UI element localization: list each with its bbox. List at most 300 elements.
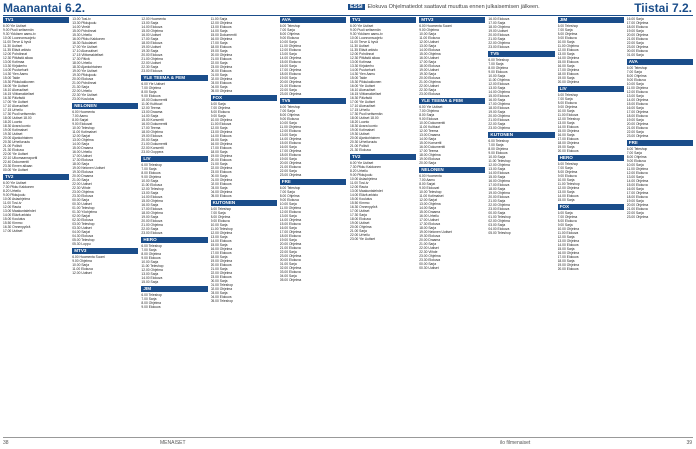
program-entry: 21.00 Sarja xyxy=(350,229,367,233)
program-entry: 13.00 Ohjelma xyxy=(210,130,233,134)
program-entry: 8.00 Elokuva xyxy=(557,101,577,105)
program-entry: 02.00 Ohjelma xyxy=(279,266,302,270)
program-entry: 21.00 Sarja xyxy=(210,162,228,166)
program-entry: 10.00 Sarja xyxy=(141,179,159,183)
program-entry: 03.00 Teleshop xyxy=(72,222,95,226)
program-entry: 14.30 Ylen Aamu xyxy=(350,72,376,76)
program-entry: 16.30 Onnenpyörä xyxy=(3,225,31,229)
program-entry: 22.00 Yle Uutiset xyxy=(3,152,29,156)
program-entry: 21.00 Sarja xyxy=(488,199,506,203)
footer-divider xyxy=(3,437,693,438)
program-entry: 20.00 Ohjelma xyxy=(626,203,649,207)
program-entry: 6.00 Sarja xyxy=(557,211,573,215)
program-entry: 16.00 Sarja xyxy=(279,64,297,68)
program-entry: 04.30 Elokuva xyxy=(72,234,94,238)
program-entry: 9.00 Elokuvat xyxy=(72,122,93,126)
program-entry: 7.00 Sarja xyxy=(488,62,504,66)
program-entry: 20.00 Ajankohtainen xyxy=(3,136,33,140)
program-entry: 15.00 Sarja xyxy=(488,175,506,179)
program-entry: 14.00 Sarja xyxy=(419,206,437,210)
program-entry: 19.30 Sarja xyxy=(419,72,437,76)
left-footer-brand: MENAISET xyxy=(160,440,186,446)
program-entry: 12.00 Teema xyxy=(419,129,439,133)
program-entry: 17.00 Uutiset xyxy=(3,229,23,233)
program-entry: 23.00 Ohjelma xyxy=(210,65,233,69)
program-entry: 10.00 Sarja xyxy=(141,260,159,264)
program-entry: 6.00 Teleshop xyxy=(557,24,579,28)
listing-column xyxy=(72,17,138,435)
program-entry: 16.00 Pikku Kakkonen xyxy=(72,37,105,41)
program-entry: 7.00 Sarja xyxy=(557,166,573,170)
program-entry: 22.30 Viihde xyxy=(419,250,438,254)
program-entry: 03.00 Elokuva xyxy=(279,270,301,274)
program-entry: 12.00 Ohjelma xyxy=(557,186,580,190)
program-entry: 6.00 Teleshop xyxy=(626,147,648,151)
program-entry: 9.00 Elokuva xyxy=(557,174,577,178)
program-entry: 17.15 Urheilu xyxy=(3,108,23,112)
program-entry: 21.00 Poliisit xyxy=(350,144,369,148)
program-entry: 21.00 Elokuva xyxy=(210,57,232,61)
program-entry: 19.00 Yle Uutiset xyxy=(72,69,98,73)
program-entry: 20.00 Elokuva xyxy=(488,33,510,37)
program-entry: 00.00 Sarja xyxy=(419,262,437,266)
program-entry: 8.00 Elokuva xyxy=(557,219,577,223)
program-entry: 14.00 Sarja xyxy=(72,142,90,146)
right-page-date-title: Tiistai 7.2. xyxy=(634,1,692,15)
program-entry: 16.30 Päivästä xyxy=(350,96,372,100)
program-entry: 16.00 Sarja xyxy=(557,133,575,137)
program-entry: 10.00 Asiaohjelma xyxy=(3,197,30,201)
program-entry: 17.15 Urheilu xyxy=(350,108,370,112)
program-entry: 14.00 Ohjelma xyxy=(626,179,649,183)
program-entry: 14.00 Elokuva xyxy=(557,194,579,198)
program-entry: 00.00 Sarja xyxy=(488,211,506,215)
program-entry: 17.00 Elokuva xyxy=(210,251,232,255)
program-entry: 20.00 Ohjelma xyxy=(279,242,302,246)
spread-footer xyxy=(0,437,696,449)
program-entry: 17.00 Sarja xyxy=(210,41,228,45)
channel-header: TV1 xyxy=(350,17,416,23)
header-tag: ESSI xyxy=(350,4,363,10)
program-entry: 7.00 Ohjelma xyxy=(419,109,439,113)
program-entry: 9.00 Elokuvat xyxy=(419,186,440,190)
program-entry: 16.00 Urheilu xyxy=(419,214,439,218)
program-entry: 12.00 Ohjelma xyxy=(210,231,233,235)
program-entry: 8.00 Ohjelma xyxy=(279,194,300,198)
program-entry: 16.30 Päivästä xyxy=(3,96,25,100)
program-entry: 17.10 Alueuutiset xyxy=(350,104,376,108)
program-entry: 21.00 Elokuva xyxy=(626,126,648,130)
program-entry: 18.00 Ohjelma xyxy=(141,211,163,215)
program-entry: 20.00 Ohjelma xyxy=(488,114,510,118)
program-entry: 17.00 Ohjelma xyxy=(279,149,302,153)
program-entry: 16.10 Alueuutiset xyxy=(3,88,29,92)
program-entry: 11.00 Elokuva xyxy=(557,231,579,235)
program-entry: 11.00 Tosi-tv xyxy=(3,201,22,205)
program-entry: 12.00 Elokuva xyxy=(279,129,301,133)
program-entry: 10.00 Sarja xyxy=(279,202,297,206)
program-entry: 8.00 Sarja xyxy=(419,113,435,117)
program-entry: 16.00 Dokumentti xyxy=(141,122,168,126)
program-entry: 16.00 Ohjelma xyxy=(210,142,233,146)
program-entry: 16.00 Yle Uutiset xyxy=(3,84,29,88)
program-entry: 05.00 Ohjelma xyxy=(279,278,302,282)
program-entry: 11.00 Ohjelma xyxy=(626,167,648,171)
program-entry: 01.00 Teleshop xyxy=(72,206,95,210)
program-entry: 13.00 Ohjelma xyxy=(557,239,580,243)
program-entry: 13.00 Sarja xyxy=(419,44,437,48)
program-entry: 16.00 Elokuva xyxy=(488,17,510,21)
program-entry: 10.00 Sarja xyxy=(626,163,644,167)
program-entry: 10.00 Sarja xyxy=(279,40,297,44)
program-entry: 01.00 Sarja xyxy=(210,73,228,77)
program-entry: 15.00 Pohdinnat xyxy=(72,29,97,33)
program-entry: 04.00 Sarjat xyxy=(72,230,90,234)
listing-column xyxy=(3,17,69,435)
program-entry: 6.00 Teleshop xyxy=(626,66,648,70)
program-entry: 05.00 Ohjelma xyxy=(210,89,233,93)
program-entry: 01.00 Sarja xyxy=(626,53,644,57)
program-entry: 13.00 Sarja xyxy=(279,214,297,218)
program-entry: 23.00 Ooppera xyxy=(141,150,164,154)
program-entry: 21.00 Ohjelma xyxy=(141,223,163,227)
program-entry: 14.00 Vireät xyxy=(72,25,90,29)
program-entry: 13.00 Ohjelma xyxy=(419,202,441,206)
program-entry: 19.00 Ohjelma xyxy=(557,263,580,267)
program-entry: 13.00 Kotimaa xyxy=(3,60,25,64)
channel-header: AVA xyxy=(627,59,693,65)
program-entry: 12.00 Elokuva xyxy=(488,82,510,86)
program-entry: 17.00 Yle Uutiset xyxy=(3,100,29,104)
program-entry: 21.00 Sarja xyxy=(419,242,437,246)
program-entry: 15.00 Sarja xyxy=(557,247,575,251)
left-page-number: 38 xyxy=(3,440,9,446)
program-entry: 23.00 Koulutus xyxy=(72,97,95,101)
program-entry: 12.00 Uutiset xyxy=(72,271,92,275)
program-entry: 19.00 Ohjelma xyxy=(210,154,233,158)
program-entry: 20.30 Urheiluruutu xyxy=(350,140,378,144)
program-entry: 13.30 Pikkujoulu xyxy=(72,21,97,25)
header-divider xyxy=(3,15,693,16)
program-entry: 16.00 Ohjelma xyxy=(210,37,233,41)
channel-header: YLE TEEMA & FEM xyxy=(141,75,207,81)
program-entry: 15.00 Elokuva xyxy=(488,94,510,98)
program-entry: 14.00 Elokuva xyxy=(141,25,163,29)
program-entry: 6.00 Teleshop xyxy=(557,93,579,97)
program-entry: 18.00 Elokuva xyxy=(210,45,232,49)
program-entry: 15.00 Ohjelma xyxy=(141,29,163,33)
program-entry: 17.30 Sarja xyxy=(350,213,367,217)
program-entry: 13.00 Draama xyxy=(141,110,163,114)
program-entry: 19.00 Ohjelma xyxy=(488,191,510,195)
program-entry: 23.00 Elokuva xyxy=(141,69,163,73)
program-entry: 18.00 Sarja xyxy=(210,255,228,259)
program-entry: 23.00 Ohjelma xyxy=(626,134,649,138)
program-entry: 16.15 Viittomakieliset xyxy=(350,92,382,96)
program-entry: 17.00 Teema xyxy=(419,149,439,153)
program-entry: 13.30 Kirjakerho xyxy=(3,64,28,68)
program-entry: 14.00 Sarja xyxy=(210,29,228,33)
program-entry: 13.00 Sarja xyxy=(557,190,575,194)
program-entry: 9.00 Elokuva xyxy=(488,151,508,155)
program-entry: 12.00 Pohdinnat xyxy=(3,52,28,56)
program-entry: 9.30 Ykkösen aamu-tv xyxy=(350,32,383,36)
program-entry: 21.00 Ohjelma xyxy=(419,80,441,84)
program-entry: 7.00 Sarja xyxy=(279,190,295,194)
program-entry: 7.30 Pikku Kakkonen xyxy=(3,185,34,189)
program-entry: 19.00 Nelonen Uutiset xyxy=(72,166,105,170)
program-entry: 12.00 Sarjat xyxy=(72,134,90,138)
program-entry: 7.00 Sarja xyxy=(626,70,642,74)
program-entry: 12.00 Rauta xyxy=(350,185,368,189)
program-entry: 8.00 Ohjelma xyxy=(557,32,578,36)
program-entry: 10.00 Ohjelma xyxy=(210,118,233,122)
program-entry: 12.00 Teleshop xyxy=(141,187,164,191)
program-entry: 14.00 Elokuva xyxy=(557,243,579,247)
listing-column xyxy=(280,17,346,435)
program-entry: 6.00 Teleshop xyxy=(279,105,301,109)
program-entry: 21.00 Pohdinnat xyxy=(72,81,97,85)
channel-header: NELONEN xyxy=(72,103,138,109)
program-entry: 00.00 Sarja xyxy=(72,198,90,202)
program-entry: 13.00 Sarja xyxy=(557,121,575,125)
program-entry: 20.00 Ohjelma xyxy=(279,80,302,84)
listing-column xyxy=(627,17,693,435)
program-entry: 16.00 Sarja xyxy=(488,98,506,102)
program-entry: 13.00 Sarja xyxy=(279,133,297,137)
program-entry: 8.00 Ohjelma xyxy=(279,113,300,117)
program-entry: 18.00 Sarja xyxy=(72,162,90,166)
program-entry: 17.30 Elokuva xyxy=(419,222,441,226)
program-entry: 6.00 Yle Uutiset xyxy=(350,24,374,28)
program-entry: 00.30 Uutiset xyxy=(72,202,92,206)
program-entry: 20.00 Sarja xyxy=(141,138,159,142)
program-entry: 19.00 Sarja xyxy=(626,199,644,203)
program-entry: 18.20 Luonto xyxy=(3,120,23,124)
program-entry: 17.10 Alueuutiset xyxy=(72,49,98,53)
program-entry: 12.00 Elokuva xyxy=(279,48,301,52)
program-entry: 15.00 Elokuva xyxy=(279,60,301,64)
channel-header: TV1 xyxy=(3,17,69,23)
program-entry: 14.00 Elokuva xyxy=(141,276,163,280)
program-entry: 19.00 Sarja xyxy=(279,238,297,242)
program-entry: 21.00 Sarja xyxy=(488,37,506,41)
program-entry: 17.00 Ohjelma xyxy=(279,230,302,234)
program-entry: 22.10 Ulkomaanraportti xyxy=(3,156,38,160)
program-entry: 13.00 Maakuntalehdet xyxy=(3,209,36,213)
program-entry: 9.00 Elokuva xyxy=(141,94,161,98)
program-entry: 16.00 Sarja xyxy=(141,203,159,207)
program-entry: 6.00 Yle Uutiset xyxy=(141,82,165,86)
program-entry: 10.00 Sarja xyxy=(488,74,506,78)
program-entry: 16.00 Dokumentti xyxy=(419,145,446,149)
program-entry: 00.00 Elokuva xyxy=(626,49,648,53)
program-entry: 15.30 Pikkukakkonen xyxy=(3,80,35,84)
program-entry: 01.00 Ohjelma xyxy=(210,178,233,182)
program-entry: 7.00 Sarja xyxy=(488,143,504,147)
program-entry: 9.00 Sarja xyxy=(557,223,573,227)
program-entry: 8.00 Sarjat xyxy=(419,182,436,186)
program-entry: 20.00 Elokuva xyxy=(557,149,579,153)
program-entry: 7.00 Sarja xyxy=(626,151,642,155)
program-entry: 23.00 Elokuva xyxy=(210,170,232,174)
program-entry: 9.00 Elokuva xyxy=(279,117,299,121)
program-entry: 14.00 Ohjelma xyxy=(279,218,302,222)
program-entry: 9.00 Puoli seitsemän xyxy=(350,28,381,32)
program-entry: 22.00 Ohjelma xyxy=(210,271,233,275)
channel-header: FOX xyxy=(558,204,624,210)
program-entry: 00.00 Sarja xyxy=(210,174,228,178)
program-entry: 20.00 Elokuva xyxy=(141,219,163,223)
listing-column xyxy=(558,17,624,435)
program-entry: 11.00 Kotimaiset xyxy=(72,130,97,134)
program-entry: 12.00 Elokuva xyxy=(279,210,301,214)
program-entry: 21.30 Elokuva xyxy=(350,148,371,152)
channel-header: JIM xyxy=(141,286,207,292)
program-entry: 02.00 Ohjelma xyxy=(488,219,510,223)
program-entry: 19.00 Kotimaiset xyxy=(350,128,375,132)
program-entry: 15.50 Kimmo xyxy=(350,201,370,205)
program-entry: 22.00 Sarja xyxy=(210,61,228,65)
program-entry: 14.00 Puutarhurit xyxy=(350,68,376,72)
program-entry: 14.00 Elokuva xyxy=(488,171,510,175)
program-entry: 9.00 Ohjelma xyxy=(557,105,578,109)
program-entry: 12.00 Sarja xyxy=(557,235,575,239)
program-entry: 10.00 Sarja xyxy=(210,223,228,227)
program-entry: 20.00 Elokuva xyxy=(210,263,232,267)
program-entry: 20.00 Ajankohtainen xyxy=(350,136,380,140)
program-entry: 22.40 Dokumentti xyxy=(3,160,29,164)
program-entry: 17.30 Puoli seitsemän xyxy=(3,112,36,116)
program-entry: 15.00 Draama xyxy=(419,210,441,214)
program-entry: 16.00 Sarja xyxy=(626,17,644,21)
right-page xyxy=(350,17,693,435)
program-entry: 19.00 Sarja xyxy=(557,145,575,149)
program-entry: 13.00 Elokuva xyxy=(210,25,232,29)
program-entry: 17.00 Elokuva xyxy=(210,146,232,150)
program-entry: 12.00 Huomenta xyxy=(141,17,166,21)
program-entry: 12.00 Ohjelma xyxy=(141,268,163,272)
program-entry: 20.00 Draama xyxy=(419,238,441,242)
program-entry: 16.00 Ohjelma xyxy=(557,251,580,255)
program-entry: 15.50 Kimmo xyxy=(3,221,23,225)
program-entry: 00.00 Elokuva xyxy=(210,69,232,73)
program-entry: 11.00 Teleshop xyxy=(141,264,164,268)
program-entry: 6.00 Huomenta Suomi xyxy=(72,255,105,259)
program-entry: 20.00 Sarja xyxy=(419,161,437,165)
program-entry: 21.00 Elokuva xyxy=(626,207,648,211)
program-entry: 04.00 Sarja xyxy=(210,85,228,89)
program-entry: 12.00 Teleshop xyxy=(557,117,580,121)
program-entry: 10.00 Asiaohjelma xyxy=(350,177,377,181)
header-note xyxy=(348,4,540,10)
program-entry: 22.30 Sarja xyxy=(419,88,437,92)
program-entry: 02.00 Ohjelma xyxy=(210,287,233,291)
program-entry: 05.00 Teleshop xyxy=(72,238,95,242)
program-entry: 6.00 Teleshop xyxy=(488,58,509,62)
channel-header: AVA xyxy=(280,17,346,23)
program-entry: 18.00 Ohjelma xyxy=(488,25,510,29)
program-entry: 15.00 Dokumentti xyxy=(210,33,237,37)
program-entry: 17.10 Alueuutiset xyxy=(3,104,29,108)
program-entry: 7.00 Sarja xyxy=(210,211,226,215)
program-entry: 17.00 Ohjelma xyxy=(279,68,302,72)
program-entry: 20.00 Ohjelma xyxy=(350,225,372,229)
program-entry: 18.00 Sarja xyxy=(419,226,437,230)
program-entry: 12.00 Sarja xyxy=(210,126,228,130)
program-entry: 22.00 Sarja xyxy=(626,211,644,215)
channel-header: FRII xyxy=(280,179,346,185)
program-entry: 20.30 Urheiluruutu xyxy=(3,140,31,144)
program-entry: 21.30 Sarja xyxy=(72,85,90,89)
program-entry: 18.20 Luonto xyxy=(350,120,370,124)
program-entry: 17.00 Uutiset xyxy=(350,209,370,213)
program-entry: 20.00 Ohjelma xyxy=(626,122,649,126)
program-entry: 17.00 Ohjelma xyxy=(488,102,510,106)
program-entry: 18.00 Elokuva xyxy=(557,72,579,76)
program-entry: 10.00 Luonnonsuojelu xyxy=(3,36,36,40)
program-entry: 10.00 Ohjelma xyxy=(557,227,580,231)
program-entry: 9.00 Ohjelma xyxy=(141,175,161,179)
program-entry: 6.00 Teleshop xyxy=(279,24,301,28)
program-entry: 18.30 Avara luonto xyxy=(350,124,378,128)
program-entry: 16.00 Ohjelma xyxy=(488,179,510,183)
program-entry: 16.00 Urheilu xyxy=(72,150,92,154)
program-entry: 13.00 Sarja xyxy=(626,94,644,98)
program-entry: 13.00 Tosi-tv xyxy=(72,17,91,21)
program-entry: 04.00 Ohjelma xyxy=(210,190,233,194)
program-entry: 22.00 Sarja xyxy=(279,169,297,173)
program-entry: 20.00 Elokuva xyxy=(72,77,94,81)
program-entry: 6.00 Yle Uutiset xyxy=(3,181,27,185)
program-entry: 11.00 Ohjelma xyxy=(626,86,648,90)
program-entry: 9.00 Elokuva xyxy=(141,256,161,260)
program-entry: 23.00 Ohjelma xyxy=(626,215,649,219)
program-entry: 19.00 Sarja xyxy=(210,49,228,53)
program-entry: 11.00 Teleshop xyxy=(557,182,580,186)
program-entry: 13.00 Sarja xyxy=(141,21,159,25)
program-entry: 11.00 Ohjelma xyxy=(557,44,579,48)
program-entry: 16.00 Yle Uutiset xyxy=(350,84,376,88)
program-entry: 8.00 Ohjelma xyxy=(557,170,578,174)
program-entry: 13.00 Sarja xyxy=(141,191,159,195)
program-entry: 10.00 Sarja xyxy=(419,32,437,36)
program-entry: 18.00 Elokuva xyxy=(626,114,648,118)
program-entry: 19.00 Uutiset xyxy=(350,221,370,225)
program-entry: 05.00 Teleshop xyxy=(210,299,233,303)
program-entry: 22.00 Sarja xyxy=(279,88,297,92)
program-entry: 12.00 Uutiset xyxy=(419,40,439,44)
program-entry: 20.00 Elokuva xyxy=(210,158,232,162)
program-entry: 11.00 Kulttuuri xyxy=(141,102,163,106)
program-entry: 22.30 Viihde xyxy=(72,186,91,190)
program-entry: 21.00 Ohjelma xyxy=(141,57,163,61)
program-entry: 14.00 Elokuva xyxy=(557,125,579,129)
program-entry: 02.00 Sarjat xyxy=(72,214,90,218)
program-entry: 6.00 Yle Uutiset xyxy=(350,161,374,165)
program-entry: 9.00 Ohjelma xyxy=(419,28,439,32)
program-entry: 15.00 Ohjelma xyxy=(419,52,441,56)
listing-column xyxy=(350,17,416,435)
program-entry: 23.00 Elokuva xyxy=(141,231,163,235)
program-entry: 11.00 Ohjelma xyxy=(279,44,301,48)
program-entry: 02.30 Elokuva xyxy=(72,218,94,222)
program-entry: 13.30 Kirjakerho xyxy=(350,64,375,68)
program-entry: 00.00 Sarja xyxy=(210,279,228,283)
listing-column xyxy=(211,17,277,435)
program-entry: 03.30 Uutiset xyxy=(72,226,92,230)
program-entry: 16.00 Sarja xyxy=(279,226,297,230)
